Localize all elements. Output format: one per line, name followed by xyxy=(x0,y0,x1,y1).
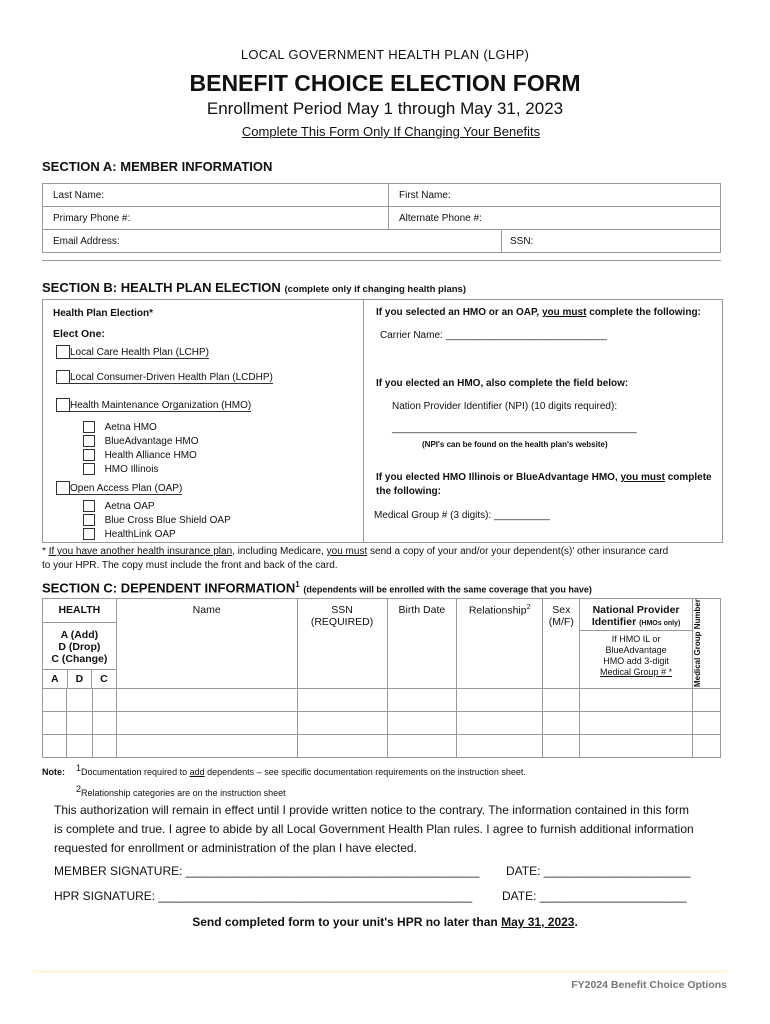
birth-cell[interactable] xyxy=(387,689,457,712)
email-label: Email Address: xyxy=(53,235,120,247)
primary-phone-field[interactable] xyxy=(43,207,389,230)
medical-group-field[interactable]: Medical Group # (3 digits): __________ xyxy=(374,510,550,521)
checkbox[interactable] xyxy=(83,528,95,540)
hmo-sub-option[interactable]: Aetna HMO xyxy=(83,421,199,435)
hmo-checkbox[interactable] xyxy=(56,398,70,412)
sex-cell[interactable] xyxy=(543,689,580,712)
npi-cell[interactable] xyxy=(580,712,692,735)
section-a-bottom-line xyxy=(42,260,721,261)
send-instruction: Send completed form to your unit's HPR no later than May 31, 2023. xyxy=(192,915,578,929)
mg-cell[interactable] xyxy=(692,735,720,758)
npi-cell[interactable] xyxy=(580,735,692,758)
lchp-checkbox[interactable] xyxy=(56,345,70,359)
section-b-title: SECTION B: HEALTH PLAN ELECTION (complete only if changing health plans) xyxy=(42,280,467,295)
checkbox[interactable] xyxy=(83,449,95,461)
first-name-label: First Name: xyxy=(399,189,451,201)
sex-cell[interactable] xyxy=(543,735,580,758)
note-label: Note: xyxy=(42,767,65,777)
mg-cell[interactable] xyxy=(692,712,720,735)
birth-cell[interactable] xyxy=(387,712,457,735)
sex-header: Sex (M/F) xyxy=(543,599,580,689)
elect-one-label: Elect One: xyxy=(53,328,105,340)
member-signature-field[interactable]: MEMBER SIGNATURE: ____________________________________________ xyxy=(54,864,480,878)
other-insurance-footnote: * If you have another health insurance plan, including Medicare, you must send a copy of your and/or your dependent(s)' other insurance card to your HPR. The copy must include the front and back of the card. xyxy=(42,546,669,571)
dependent-row xyxy=(43,689,721,712)
name-cell[interactable] xyxy=(116,689,297,712)
hmo-sub-option[interactable]: Health Alliance HMO xyxy=(83,449,199,463)
change-cell[interactable] xyxy=(92,735,116,758)
name-cell[interactable] xyxy=(116,735,297,758)
npi-note: (NPI's can be found on the health plan's website) xyxy=(422,440,608,449)
npi-label: Nation Provider Identifier (NPI) (10 digits required): xyxy=(392,401,618,412)
first-name-field[interactable] xyxy=(389,184,721,207)
npi-cell[interactable] xyxy=(580,689,692,712)
section-c-notes: $^1$Documentation required to add dependents – see specific documentation requirements on the instruction sheet. $^2$Relationship categories are on the instruction sheet xyxy=(76,763,526,798)
section-a-title: SECTION A: MEMBER INFORMATION xyxy=(42,159,273,174)
drop-cell[interactable] xyxy=(66,735,92,758)
relationship-cell[interactable] xyxy=(457,735,543,758)
checkbox[interactable] xyxy=(83,435,95,447)
npi-input-line[interactable]: ____________________________________________ xyxy=(392,423,637,434)
oap-sub-option[interactable]: Blue Cross Blue Shield OAP xyxy=(83,514,231,528)
org-name: LOCAL GOVERNMENT HEALTH PLAN (LGHP) xyxy=(240,47,530,62)
authorization-text: This authorization will remain in effect until I provide written notice to the contrary. The information contained in this form is complete and true. I agree to abide by all Local Government Health Plan rules. I agree to furnish additional information requested for enrollment or administration of the plan I have elected. xyxy=(54,803,694,855)
ssn-field[interactable] xyxy=(502,230,721,253)
hmo-sub-options xyxy=(83,421,199,477)
email-field[interactable] xyxy=(43,230,502,253)
footer-text: FY2024 Benefit Choice Options xyxy=(571,979,727,991)
ssn-cell[interactable] xyxy=(297,735,387,758)
member-date-field[interactable]: DATE: ______________________ xyxy=(506,864,691,878)
hpr-signature-field[interactable]: HPR SIGNATURE: _______________________________________________ xyxy=(54,889,473,903)
carrier-name-field[interactable]: Carrier Name: _____________________________ xyxy=(380,330,607,341)
sex-cell[interactable] xyxy=(543,712,580,735)
oap-sub-options xyxy=(83,500,231,542)
form-title: BENEFIT CHOICE ELECTION FORM xyxy=(189,70,581,96)
oap-option[interactable]: Open Access Plan (OAP) xyxy=(56,481,182,495)
mg-cell[interactable] xyxy=(692,689,720,712)
enrollment-period: Enrollment Period May 1 through May 31, 2023 xyxy=(206,99,564,118)
ssn-cell[interactable] xyxy=(297,689,387,712)
ssn-cell[interactable] xyxy=(297,712,387,735)
hmo-sub-option[interactable]: BlueAdvantage HMO xyxy=(83,435,199,449)
npi-header: National Provider Identifier (HMOs only) If HMO IL or BlueAdvantage HMO add 3-digit Medical Group # * xyxy=(580,599,692,689)
section-b-note: (complete only if changing health plans) xyxy=(284,284,467,295)
footer-divider xyxy=(33,970,727,973)
health-header-cell: HEALTH A (Add) D (Drop) C (Change) A D C xyxy=(43,599,117,689)
dependent-row xyxy=(43,735,721,758)
name-header: Name xyxy=(116,599,297,689)
medical-group-header: Medical Group Number xyxy=(692,599,720,689)
checkbox[interactable] xyxy=(83,463,95,475)
section-c-title: SECTION C: DEPENDENT INFORMATION$^1$ (dependents will be enrolled with the same coverage that you have) xyxy=(42,580,592,596)
lcdhp-option[interactable]: Local Consumer-Driven Health Plan (LCDHP) xyxy=(56,370,273,384)
name-cell[interactable] xyxy=(116,712,297,735)
add-cell[interactable] xyxy=(43,735,67,758)
form-instruction: Complete This Form Only If Changing Your Benefits xyxy=(241,124,541,139)
relationship-cell[interactable] xyxy=(457,712,543,735)
hmo-oap-instruction: If you selected an HMO or an OAP, you must complete the following: xyxy=(376,307,701,318)
add-cell[interactable] xyxy=(43,712,67,735)
plan-election-label: Health Plan Election* xyxy=(53,308,154,319)
dependent-row xyxy=(43,712,721,735)
drop-cell[interactable] xyxy=(66,712,92,735)
alternate-phone-label: Alternate Phone #: xyxy=(399,212,482,224)
hmo-option[interactable]: Health Maintenance Organization (HMO) xyxy=(56,398,251,412)
oap-checkbox[interactable] xyxy=(56,481,70,495)
oap-sub-option[interactable]: Aetna OAP xyxy=(83,500,231,514)
lchp-option[interactable]: Local Care Health Plan (LCHP) xyxy=(56,345,209,359)
hpr-date-field[interactable]: DATE: ______________________ xyxy=(502,889,687,903)
drop-cell[interactable] xyxy=(66,689,92,712)
ssn-label: SSN: xyxy=(510,235,534,247)
checkbox[interactable] xyxy=(83,500,95,512)
oap-sub-option[interactable]: HealthLink OAP xyxy=(83,528,231,542)
dependent-table xyxy=(42,598,721,758)
last-name-label: Last Name: xyxy=(53,189,105,201)
change-cell[interactable] xyxy=(92,712,116,735)
checkbox[interactable] xyxy=(83,421,95,433)
medical-group-instruction: If you elected HMO Illinois or BlueAdvantage HMO, you must complete the following: xyxy=(376,472,712,497)
birth-cell[interactable] xyxy=(387,735,457,758)
health-header: HEALTH xyxy=(58,604,101,616)
ssn-header: SSN (REQUIRED) xyxy=(297,599,387,689)
member-info-table xyxy=(42,183,721,253)
section-c-note: (dependents will be enrolled with the same coverage that you have) xyxy=(303,584,592,595)
primary-phone-label: Primary Phone #: xyxy=(53,212,131,224)
alternate-phone-field[interactable] xyxy=(389,207,721,230)
relationship-cell[interactable] xyxy=(457,689,543,712)
relationship-header: Relationship$^2$ xyxy=(457,599,543,689)
add-cell[interactable] xyxy=(43,689,67,712)
hmo-field-instruction: If you elected an HMO, also complete the field below: xyxy=(376,378,629,389)
change-cell[interactable] xyxy=(92,689,116,712)
last-name-field[interactable] xyxy=(43,184,389,207)
birth-date-header: Birth Date xyxy=(387,599,457,689)
checkbox[interactable] xyxy=(83,514,95,526)
hmo-sub-option[interactable]: HMO Illinois xyxy=(83,463,199,477)
lcdhp-checkbox[interactable] xyxy=(56,370,70,384)
